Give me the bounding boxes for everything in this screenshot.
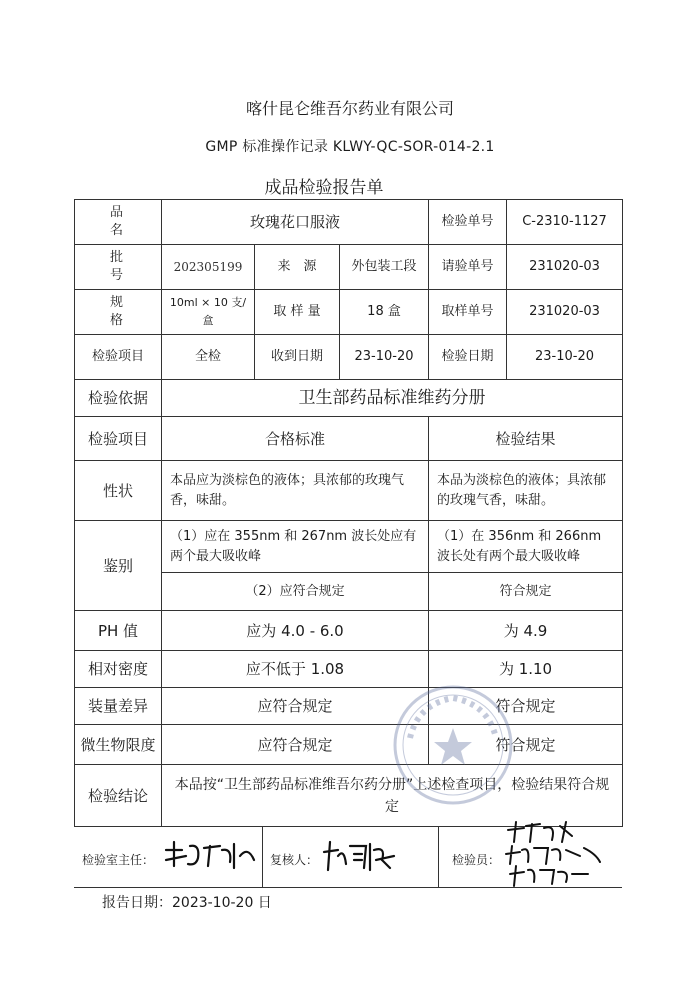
table-row xyxy=(75,611,623,651)
test-no: C-2310-1127 xyxy=(507,200,623,245)
company-name: 喀什昆仑维吾尔药业有限公司 xyxy=(245,99,454,118)
sample-qty-label: 取 样 量 xyxy=(255,290,340,335)
batch-label: 批 号 xyxy=(75,245,162,290)
item-value: 全检 xyxy=(162,335,255,380)
test-standard: 应不低于 1.08 xyxy=(162,651,429,688)
test-no-label: 检验单号 xyxy=(429,200,507,245)
test-date: 23-10-20 xyxy=(507,335,623,380)
test-result: 符合规定 xyxy=(429,725,623,765)
batch-no: 202305199 xyxy=(162,245,255,290)
basis-value: 卫生部药品标准维药分册 xyxy=(162,380,623,417)
identification-row-1 xyxy=(75,521,623,573)
test-standard: 应符合规定 xyxy=(162,688,429,725)
columns-row xyxy=(75,417,623,461)
inspector-label: 检验员： xyxy=(452,853,501,867)
table-row xyxy=(75,651,623,688)
reviewer-label: 复核人： xyxy=(270,853,319,867)
test-name: 微生物限度 xyxy=(75,725,162,765)
report-title: 成品检验报告单 xyxy=(264,178,384,198)
test-standard: 应符合规定 xyxy=(162,725,429,765)
item-label: 检验项目 xyxy=(75,335,162,380)
conclusion-value: 本品按“卫生部药品标准维吾尔药分册”上述检查项目，检验结果符合规定 xyxy=(162,765,623,827)
identification-standard-2: （2）应符合规定 xyxy=(162,573,429,611)
table-row xyxy=(75,725,623,765)
table-row xyxy=(75,461,623,521)
test-result: 本品为淡棕色的液体；具浓郁的玫瑰气香，味甜。 xyxy=(429,461,623,521)
identification-name: 鉴别 xyxy=(75,521,162,611)
supervisor-signature xyxy=(160,836,260,876)
batch-row xyxy=(75,245,623,290)
record-code: GMP 标准操作记录 KLWY-QC-SOR-014-2.1 xyxy=(205,139,495,155)
test-name: 装量差异 xyxy=(75,688,162,725)
inspection-table xyxy=(74,199,623,827)
source-label: 来 源 xyxy=(255,245,340,290)
spec-row xyxy=(75,290,623,335)
product-label: 品 名 xyxy=(75,200,162,245)
columns-standard: 合格标准 xyxy=(162,417,429,461)
product-name: 玫瑰花口服液 xyxy=(162,200,429,245)
spec-label: 规 格 xyxy=(75,290,162,335)
test-name: 性状 xyxy=(75,461,162,521)
report-date: 报告日期：2023-10-20 日 xyxy=(102,895,272,911)
identification-result-2: 符合规定 xyxy=(429,573,623,611)
test-result: 为 4.9 xyxy=(429,611,623,651)
sample-no-label: 取样单号 xyxy=(429,290,507,335)
request-no-label: 请验单号 xyxy=(429,245,507,290)
test-result: 符合规定 xyxy=(429,688,623,725)
received-date: 23-10-20 xyxy=(340,335,429,380)
source: 外包装工段 xyxy=(340,245,429,290)
spec-value: 10ml × 10 支/盒 xyxy=(162,290,255,335)
basis-label: 检验依据 xyxy=(75,380,162,417)
conclusion-row xyxy=(75,765,623,827)
columns-result: 检验结果 xyxy=(429,417,623,461)
columns-item-label: 检验项目 xyxy=(75,417,162,461)
test-name: 相对密度 xyxy=(75,651,162,688)
test-date-label: 检验日期 xyxy=(429,335,507,380)
sample-qty: 18 盒 xyxy=(340,290,429,335)
test-result: 为 1.10 xyxy=(429,651,623,688)
test-standard: 应为 4.0 - 6.0 xyxy=(162,611,429,651)
reviewer-signature xyxy=(320,838,400,876)
sample-no: 231020-03 xyxy=(507,290,623,335)
identification-standard-1: （1）应在 355nm 和 267nm 波长处应有两个最大吸收峰 xyxy=(162,521,429,573)
table-row xyxy=(75,688,623,725)
item-row xyxy=(75,335,623,380)
inspector-signature xyxy=(500,820,610,890)
test-name: PH 值 xyxy=(75,611,162,651)
conclusion-label: 检验结论 xyxy=(75,765,162,827)
product-row xyxy=(75,200,623,245)
test-standard: 本品应为淡棕色的液体；具浓郁的玫瑰气香，味甜。 xyxy=(162,461,429,521)
identification-result-1: （1）在 356nm 和 266nm 波长处有两个最大吸收峰 xyxy=(429,521,623,573)
request-no: 231020-03 xyxy=(507,245,623,290)
basis-row xyxy=(75,380,623,417)
received-label: 收到日期 xyxy=(255,335,340,380)
supervisor-label: 检验室主任： xyxy=(82,853,155,867)
